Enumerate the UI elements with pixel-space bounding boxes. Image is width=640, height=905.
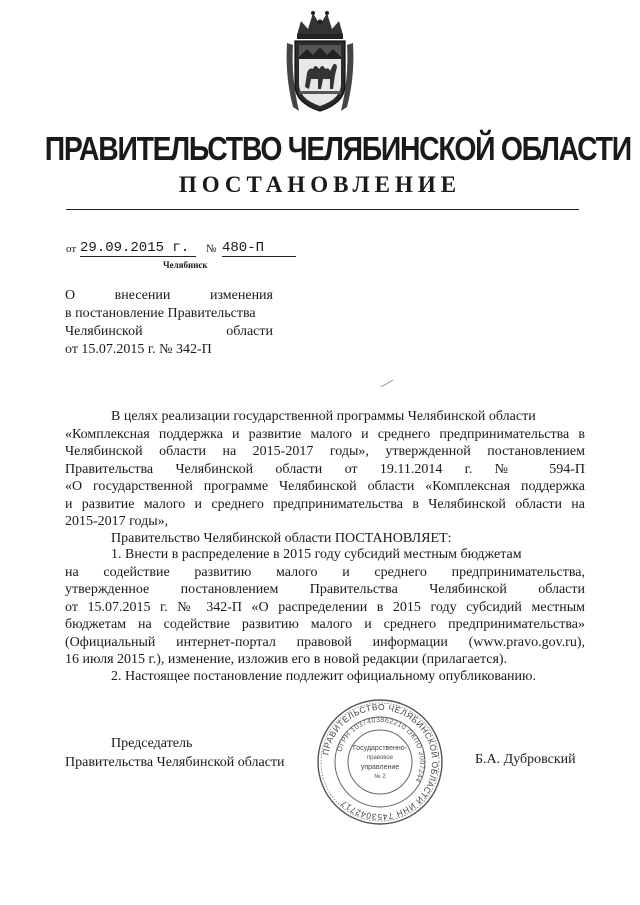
- item-1-line: утвержденное постановлением Правительства Челябинской области: [65, 582, 585, 597]
- resolves-line: [65, 530, 585, 548]
- document-number: 480-П: [222, 240, 296, 257]
- item-1-line: от 15.07.2015 г. № 342-П «О распределении в 2015 году субсидий местным: [65, 599, 585, 615]
- item-1-line: 16 июля 2015 г.), изменение, изложив его в новой редакции (прилагается).: [65, 652, 508, 667]
- signatory-name: Б.А. Дубровский: [475, 752, 576, 767]
- document-date: 29.09.2015 г.: [80, 240, 196, 257]
- item-1-line: на содействие развитию малого и среднего предпринимательства,: [65, 564, 585, 580]
- svg-text:№ 2: № 2: [374, 774, 386, 780]
- svg-text:ПРАВИТЕЛЬСТВО ЧЕЛЯБИНСКОЙ ОБЛА: ПРАВИТЕЛЬСТВО ЧЕЛЯБИНСКОЙ ОБЛАСТИ ИНН 7453042717: [320, 701, 441, 823]
- preamble-line: 2015-2017 годы»,: [65, 514, 169, 529]
- subject-line: Челябинской области: [65, 324, 273, 339]
- signatory-title-line: Председатель: [111, 736, 193, 751]
- item-1-line: бюджетам на содействие развитию малого и среднего предпринимательства»: [65, 617, 585, 632]
- document-subject: [65, 287, 273, 359]
- preamble-line: В целях реализации государственной программы Челябинской области: [111, 409, 536, 424]
- signatory-title: [65, 734, 285, 772]
- svg-text:управление: управление: [360, 764, 400, 771]
- svg-text:ОГРН 1037403862210 ОКПО 300724: ОГРН 1037403862210 ОКПО 3007244: [336, 716, 426, 784]
- preamble-line: «Комплексная поддержка и развитие малого и среднего предпринимательства в: [65, 426, 585, 442]
- signatory-title-line: Правительства Челябинской области: [65, 755, 285, 770]
- svg-text:Государственно-: Государственно-: [352, 745, 408, 752]
- item-1-paragraph: [65, 546, 585, 669]
- government-title: ПРАВИТЕЛЬСТВО ЧЕЛЯБИНСКОЙ ОБЛАСТИ: [44, 130, 631, 167]
- svg-text:правовое: правовое: [366, 755, 394, 761]
- preamble-paragraph: [65, 408, 585, 531]
- number-prefix: №: [206, 243, 217, 255]
- item-2-paragraph: [65, 668, 585, 686]
- preamble-line: Челябинской области на 2015-2017 годы», утвержденной постановлением: [65, 444, 585, 459]
- subject-line: от 15.07.2015 г. № 342-П: [65, 342, 212, 357]
- document-type: ПОСТАНОВЛЕНИЕ: [178, 172, 462, 197]
- city-name: Челябинск: [163, 260, 208, 270]
- subject-line: О внесении изменения: [65, 288, 273, 303]
- subject-line: в постановление Правительства: [65, 306, 256, 321]
- official-seal-stamp: [316, 698, 444, 826]
- coat-of-arms-emblem: [283, 7, 357, 117]
- resolves-text: Правительство Челябинской области ПОСТАНОВЛЯЕТ:: [111, 531, 452, 546]
- date-prefix: от: [66, 243, 77, 255]
- item-2-line: 2. Настоящее постановление подлежит официальному опубликованию.: [111, 669, 536, 684]
- item-1-line: 1. Внести в распределение в 2015 году субсидий местным бюджетам: [111, 547, 522, 562]
- item-1-line: (Официальный интернет-портал правовой информации (www.pravo.gov.ru),: [65, 634, 585, 650]
- preamble-line: «О государственной программе Челябинской области «Комплексная поддержка: [65, 479, 585, 494]
- preamble-line: и развитие малого и среднего предпринимательства в Челябинской области на: [65, 496, 585, 512]
- margin-mark: [381, 380, 394, 388]
- preamble-line: Правительства Челябинской области от 19.11.2014 г. № 594-П: [65, 461, 585, 477]
- header-divider: [66, 209, 579, 210]
